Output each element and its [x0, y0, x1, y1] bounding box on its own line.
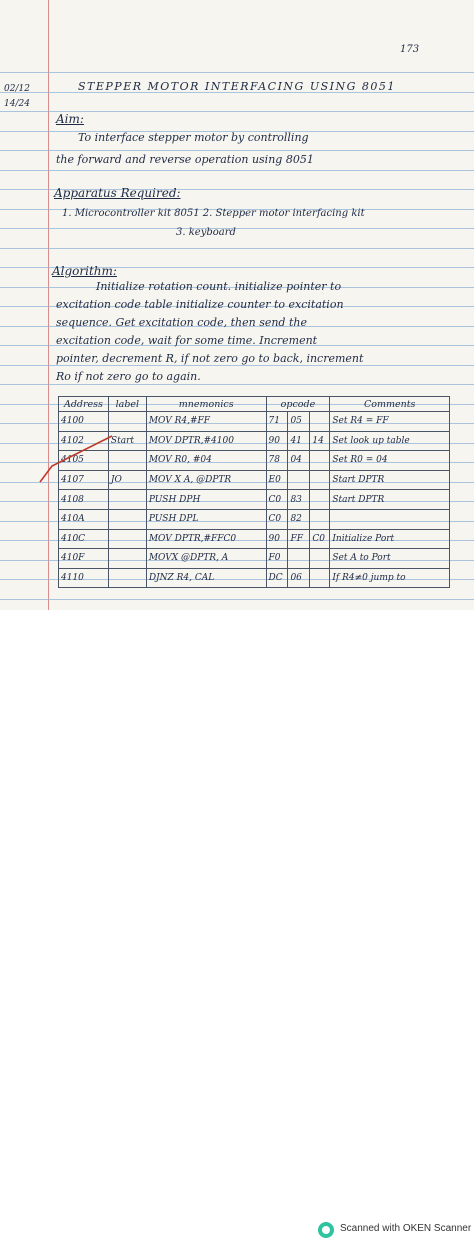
cell-op1: 90: [266, 529, 288, 549]
red-check-mark: [0, 0, 474, 610]
aim-line-1: To interface stepper motor by controlling: [78, 131, 309, 144]
header-opcode: opcode: [266, 397, 330, 412]
algorithm-line-5: pointer, decrement R, if not zero go to back, increment: [56, 352, 364, 365]
cell-address: 410A: [59, 509, 109, 529]
algorithm-line-3: sequence. Get excitation code, then send the: [56, 316, 307, 329]
cell-address: 4105: [59, 451, 109, 471]
algorithm-line-2: excitation code table initialize counter to excitation: [56, 298, 344, 311]
date-line-2: 14/24: [4, 99, 30, 109]
apparatus-heading: Apparatus Required:: [54, 186, 181, 200]
cell-comment: Set R4 = FF: [330, 412, 450, 432]
cell-op2: 41: [288, 431, 310, 451]
cell-label: Start: [108, 431, 146, 451]
cell-address: 410F: [59, 549, 109, 569]
header-label: label: [108, 397, 146, 412]
scanner-caption: Scanned with OKEN Scanner: [340, 1223, 472, 1234]
cell-comment: If R4≠0 jump to: [330, 568, 450, 588]
notebook-page: [0, 0, 474, 610]
cell-address: 4107: [59, 470, 109, 490]
scanner-footer: [0, 610, 474, 1234]
cell-op1: DC: [266, 568, 288, 588]
cell-op2: FF: [288, 529, 310, 549]
algorithm-line-4: excitation code, wait for some time. Increment: [56, 334, 318, 347]
cell-op2: 04: [288, 451, 310, 471]
cell-mnemonic: MOV DPTR,#4100: [146, 431, 266, 451]
cell-address: 4102: [59, 431, 109, 451]
cell-comment: Set R0 = 04: [330, 451, 450, 471]
cell-op1: C0: [266, 490, 288, 510]
cell-address: 4100: [59, 412, 109, 432]
header-comments: Comments: [330, 397, 450, 412]
cell-address: 4110: [59, 568, 109, 588]
cell-op1: F0: [266, 549, 288, 569]
algorithm-line-6: Ro if not zero go to again.: [56, 370, 201, 383]
cell-op3: C0: [310, 529, 330, 549]
aim-heading: Aim:: [56, 112, 84, 126]
cell-label: JO: [108, 470, 146, 490]
cell-op3: 14: [310, 431, 330, 451]
page-number: 173: [400, 44, 420, 55]
scanner-logo-icon: [318, 1222, 334, 1238]
header-address: Address: [59, 397, 109, 412]
cell-comment: Set A to Port: [330, 549, 450, 569]
cell-op1: E0: [266, 470, 288, 490]
cell-op1: 90: [266, 431, 288, 451]
cell-comment: Initialize Port: [330, 529, 450, 549]
cell-mnemonic: DJNZ R4, CAL: [146, 568, 266, 588]
page-title: STEPPER MOTOR INTERFACING USING 8051: [78, 80, 396, 93]
cell-mnemonic: PUSH DPH: [146, 490, 266, 510]
algorithm-line-1: Initialize rotation count. initialize pointer to: [96, 280, 342, 293]
cell-op2: 06: [288, 568, 310, 588]
cell-op1: 78: [266, 451, 288, 471]
cell-op2: 83: [288, 490, 310, 510]
cell-comment: Start DPTR: [330, 470, 450, 490]
cell-comment: Set look up table: [330, 431, 450, 451]
cell-op2: 82: [288, 509, 310, 529]
cell-op1: C0: [266, 509, 288, 529]
cell-mnemonic: MOV R4,#FF: [146, 412, 266, 432]
header-mnemonics: mnemonics: [146, 397, 266, 412]
algorithm-heading: Algorithm:: [52, 264, 117, 278]
apparatus-line-1: 1. Microcontroller kit 8051 2. Stepper motor interfacing kit: [62, 208, 365, 219]
cell-mnemonic: MOVX @DPTR, A: [146, 549, 266, 569]
cell-op2: 05: [288, 412, 310, 432]
aim-line-2: the forward and reverse operation using 8051: [56, 153, 314, 166]
apparatus-line-2: 3. keyboard: [176, 227, 236, 238]
date-line-1: 02/12: [4, 84, 30, 94]
cell-mnemonic: MOV DPTR,#FFC0: [146, 529, 266, 549]
cell-address: 410C: [59, 529, 109, 549]
cell-address: 4108: [59, 490, 109, 510]
cell-mnemonic: PUSH DPL: [146, 509, 266, 529]
cell-mnemonic: MOV X A, @DPTR: [146, 470, 266, 490]
cell-op1: 71: [266, 412, 288, 432]
cell-mnemonic: MOV R0, #04: [146, 451, 266, 471]
cell-comment: Start DPTR: [330, 490, 450, 510]
